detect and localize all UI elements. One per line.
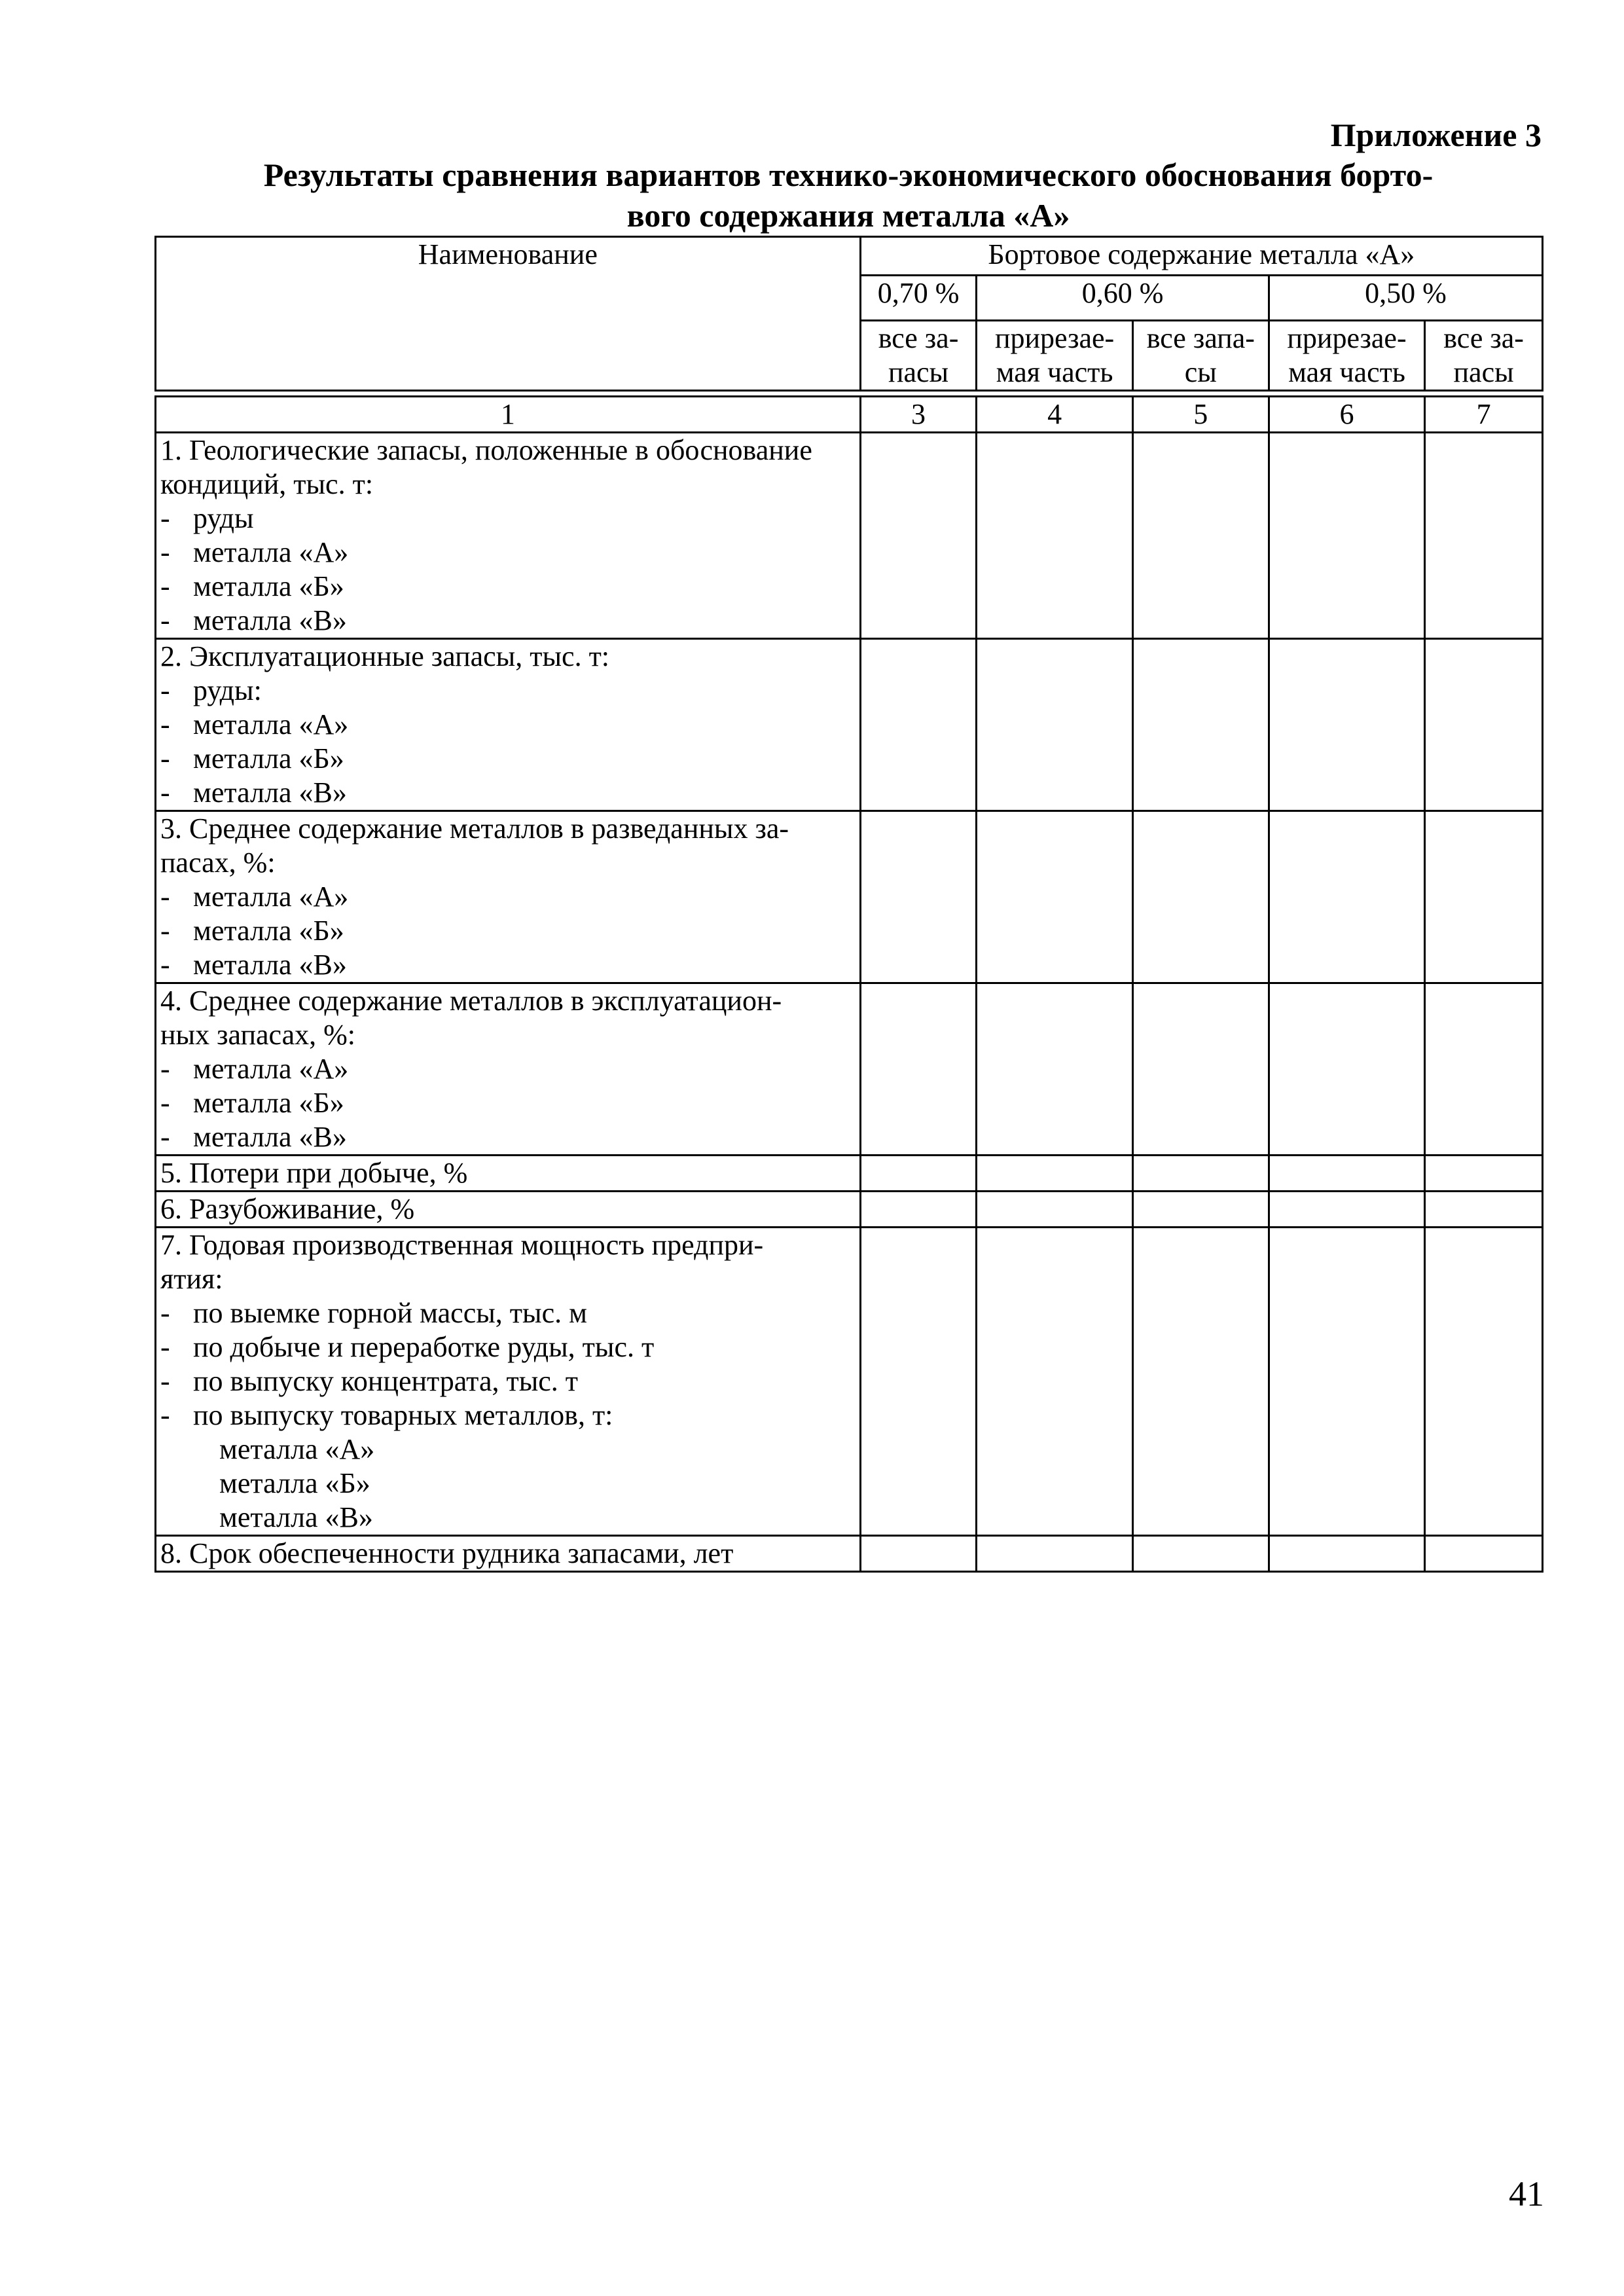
value-cell xyxy=(977,1156,1132,1192)
header-pct-060: 0,60 % xyxy=(977,276,1269,321)
header-sub-1 xyxy=(860,321,977,391)
value-cell xyxy=(1425,639,1543,811)
row-text: по выпуску товарных металлов, т: xyxy=(193,1399,613,1431)
row-name-cell xyxy=(156,1228,861,1536)
value-cell xyxy=(977,983,1132,1156)
list-dash: - xyxy=(160,1087,170,1119)
row-text-line xyxy=(160,604,856,638)
value-cell xyxy=(1132,639,1269,811)
page-number: 41 xyxy=(1509,2174,1544,2214)
row-text-line xyxy=(160,846,856,880)
value-cell xyxy=(860,1536,977,1572)
list-dash: - xyxy=(160,1331,170,1363)
list-dash: - xyxy=(160,570,170,602)
list-dash: - xyxy=(160,708,170,740)
value-cell xyxy=(860,433,977,639)
row-text-line xyxy=(160,1296,856,1330)
row-text: металла «А» xyxy=(219,1433,375,1465)
row-text: 7. Годовая производственная мощность предпри- xyxy=(160,1229,764,1261)
row-text: 5. Потери при добыче, % xyxy=(160,1157,468,1189)
header-sub-2 xyxy=(977,321,1132,391)
row-text-line xyxy=(160,742,856,776)
value-cell xyxy=(1269,1156,1424,1192)
row-text: металла «В» xyxy=(193,1121,347,1153)
row-text: металла «Б» xyxy=(193,570,344,602)
row-text-line xyxy=(160,674,856,708)
row-text: металла «Б» xyxy=(219,1467,370,1499)
value-cell xyxy=(977,639,1132,811)
row-text: металла «А» xyxy=(193,536,349,568)
table-row xyxy=(156,983,1543,1156)
header-sub-2-l1: прирезае- xyxy=(994,322,1115,354)
list-dash: - xyxy=(160,742,170,774)
appendix-label: Приложение 3 xyxy=(1330,117,1542,153)
row-text-line xyxy=(160,1120,856,1154)
row-text-line xyxy=(160,984,856,1018)
row-name-cell xyxy=(156,433,861,639)
row-text-line xyxy=(160,1192,856,1226)
value-cell xyxy=(860,1228,977,1536)
comparison-table xyxy=(154,236,1543,1573)
list-dash: - xyxy=(160,1365,170,1397)
header-sub-3-l1: все запа- xyxy=(1146,322,1255,354)
value-cell xyxy=(1132,1228,1269,1536)
column-number-row xyxy=(156,397,1543,433)
row-text-line xyxy=(160,1398,856,1432)
row-text: по добыче и переработке руды, тыс. т xyxy=(193,1331,655,1363)
table-row xyxy=(156,1536,1543,1572)
row-text-line xyxy=(160,536,856,570)
row-text: руды: xyxy=(193,674,262,706)
header-pct-070: 0,70 % xyxy=(860,276,977,321)
row-text-line xyxy=(160,1467,856,1501)
header-sub-5-l1: все за- xyxy=(1443,322,1524,354)
row-text-line xyxy=(160,1086,856,1120)
row-text: 6. Разубоживание, % xyxy=(160,1193,415,1225)
row-text: металла «В» xyxy=(193,949,347,981)
value-cell xyxy=(1132,1536,1269,1572)
value-cell xyxy=(977,1536,1132,1572)
value-cell xyxy=(1425,1228,1543,1536)
row-text-line xyxy=(160,1156,856,1190)
value-cell xyxy=(1132,1192,1269,1228)
value-cell xyxy=(860,811,977,983)
value-cell xyxy=(1269,1228,1424,1536)
row-name-cell xyxy=(156,1192,861,1228)
row-text: металла «Б» xyxy=(193,1087,344,1119)
value-cell xyxy=(1425,1192,1543,1228)
row-text-line xyxy=(160,1501,856,1535)
row-text: ятия: xyxy=(160,1263,223,1295)
header-sub-4-l1: прирезае- xyxy=(1287,322,1407,354)
table-row xyxy=(156,639,1543,811)
value-cell xyxy=(860,1192,977,1228)
value-cell xyxy=(1425,1536,1543,1572)
list-dash: - xyxy=(160,1399,170,1431)
list-dash: - xyxy=(160,776,170,809)
header-sub-3 xyxy=(1132,321,1269,391)
list-dash: - xyxy=(160,502,170,534)
row-text-line xyxy=(160,1228,856,1262)
list-dash: - xyxy=(160,949,170,981)
row-name-cell xyxy=(156,811,861,983)
value-cell xyxy=(860,983,977,1156)
list-dash: - xyxy=(160,881,170,913)
col-number-5: 5 xyxy=(1132,397,1269,433)
value-cell xyxy=(977,1228,1132,1536)
title-line-1: Результаты сравнения вариантов технико-экономического обоснования борто- xyxy=(263,156,1434,193)
value-cell xyxy=(1425,983,1543,1156)
row-text: металла «В» xyxy=(219,1501,373,1533)
value-cell xyxy=(1132,433,1269,639)
row-name-cell xyxy=(156,983,861,1156)
row-text: 4. Среднее содержание металлов в эксплуатацион- xyxy=(160,985,782,1017)
table-row xyxy=(156,1156,1543,1192)
row-text-line xyxy=(160,1052,856,1086)
list-dash: - xyxy=(160,674,170,706)
row-text-line xyxy=(160,1330,856,1364)
header-group: Бортовое содержание металла «А» xyxy=(860,237,1542,276)
value-cell xyxy=(860,1156,977,1192)
row-text-line xyxy=(160,467,856,501)
header-name: Наименование xyxy=(156,237,861,391)
header-sub-1-l2: пасы xyxy=(888,356,949,388)
list-dash: - xyxy=(160,915,170,947)
header-row-1 xyxy=(156,237,1543,276)
row-text: металла «А» xyxy=(193,708,349,740)
value-cell xyxy=(977,811,1132,983)
value-cell xyxy=(977,433,1132,639)
row-text-line xyxy=(160,776,856,810)
row-text-line xyxy=(160,1018,856,1052)
row-text: пасах, %: xyxy=(160,847,276,879)
col-number-4: 4 xyxy=(977,397,1132,433)
value-cell xyxy=(1132,1156,1269,1192)
row-text: металла «А» xyxy=(193,881,349,913)
row-text-line xyxy=(160,1364,856,1398)
list-dash: - xyxy=(160,536,170,568)
header-sub-4 xyxy=(1269,321,1424,391)
row-name-cell xyxy=(156,1156,861,1192)
row-text: металла «Б» xyxy=(193,915,344,947)
value-cell xyxy=(1269,1536,1424,1572)
row-text-line xyxy=(160,708,856,742)
value-cell xyxy=(1269,811,1424,983)
list-dash: - xyxy=(160,1053,170,1085)
table-row xyxy=(156,1192,1543,1228)
row-text: 3. Среднее содержание металлов в разведанных за- xyxy=(160,812,789,845)
row-text: металла «В» xyxy=(193,776,347,809)
table-row xyxy=(156,433,1543,639)
header-sub-4-l2: мая часть xyxy=(1288,356,1405,388)
header-sub-5 xyxy=(1425,321,1543,391)
row-text: по выемке горной массы, тыс. м xyxy=(193,1297,587,1329)
row-text-line xyxy=(160,1432,856,1467)
value-cell xyxy=(1132,983,1269,1156)
row-text-line xyxy=(160,570,856,604)
list-dash: - xyxy=(160,1297,170,1329)
row-text: металла «А» xyxy=(193,1053,349,1085)
value-cell xyxy=(977,1192,1132,1228)
header-sub-3-l2: сы xyxy=(1184,356,1217,388)
col-number-1: 1 xyxy=(156,397,861,433)
document-title xyxy=(154,155,1542,236)
header-sub-1-l1: все за- xyxy=(878,322,959,354)
header-pct-050: 0,50 % xyxy=(1269,276,1542,321)
value-cell xyxy=(1269,1192,1424,1228)
row-text: металла «В» xyxy=(193,604,347,636)
row-text: 8. Срок обеспеченности рудника запасами, лет xyxy=(160,1537,734,1569)
row-text-line xyxy=(160,948,856,982)
row-text-line xyxy=(160,880,856,914)
row-name-cell xyxy=(156,1536,861,1572)
table-row xyxy=(156,811,1543,983)
col-number-7: 7 xyxy=(1425,397,1543,433)
row-text: кондиций, тыс. т: xyxy=(160,468,374,500)
value-cell xyxy=(1132,811,1269,983)
value-cell xyxy=(1269,639,1424,811)
header-sub-2-l2: мая часть xyxy=(996,356,1113,388)
value-cell xyxy=(1269,433,1424,639)
row-text-line xyxy=(160,433,856,467)
title-line-2: вого содержания металла «А» xyxy=(626,197,1070,234)
row-text: по выпуску концентрата, тыс. т xyxy=(193,1365,579,1397)
row-text-line xyxy=(160,1537,856,1571)
row-name-cell xyxy=(156,639,861,811)
row-text-line xyxy=(160,914,856,948)
list-dash: - xyxy=(160,604,170,636)
row-text: металла «Б» xyxy=(193,742,344,774)
row-text-line xyxy=(160,812,856,846)
table-row xyxy=(156,1228,1543,1536)
row-text-line xyxy=(160,1262,856,1296)
value-cell xyxy=(1269,983,1424,1156)
value-cell xyxy=(1425,1156,1543,1192)
value-cell xyxy=(1425,811,1543,983)
row-text-line xyxy=(160,501,856,536)
row-text: 1. Геологические запасы, положенные в обоснование xyxy=(160,434,812,466)
col-number-6: 6 xyxy=(1269,397,1424,433)
header-gap xyxy=(156,391,1543,397)
col-number-3: 3 xyxy=(860,397,977,433)
list-dash: - xyxy=(160,1121,170,1153)
row-text: ных запасах, %: xyxy=(160,1019,355,1051)
row-text: 2. Эксплуатационные запасы, тыс. т: xyxy=(160,640,610,672)
value-cell xyxy=(1425,433,1543,639)
value-cell xyxy=(860,639,977,811)
header-sub-5-l2: пасы xyxy=(1453,356,1514,388)
row-text: руды xyxy=(193,502,254,534)
row-text-line xyxy=(160,640,856,674)
